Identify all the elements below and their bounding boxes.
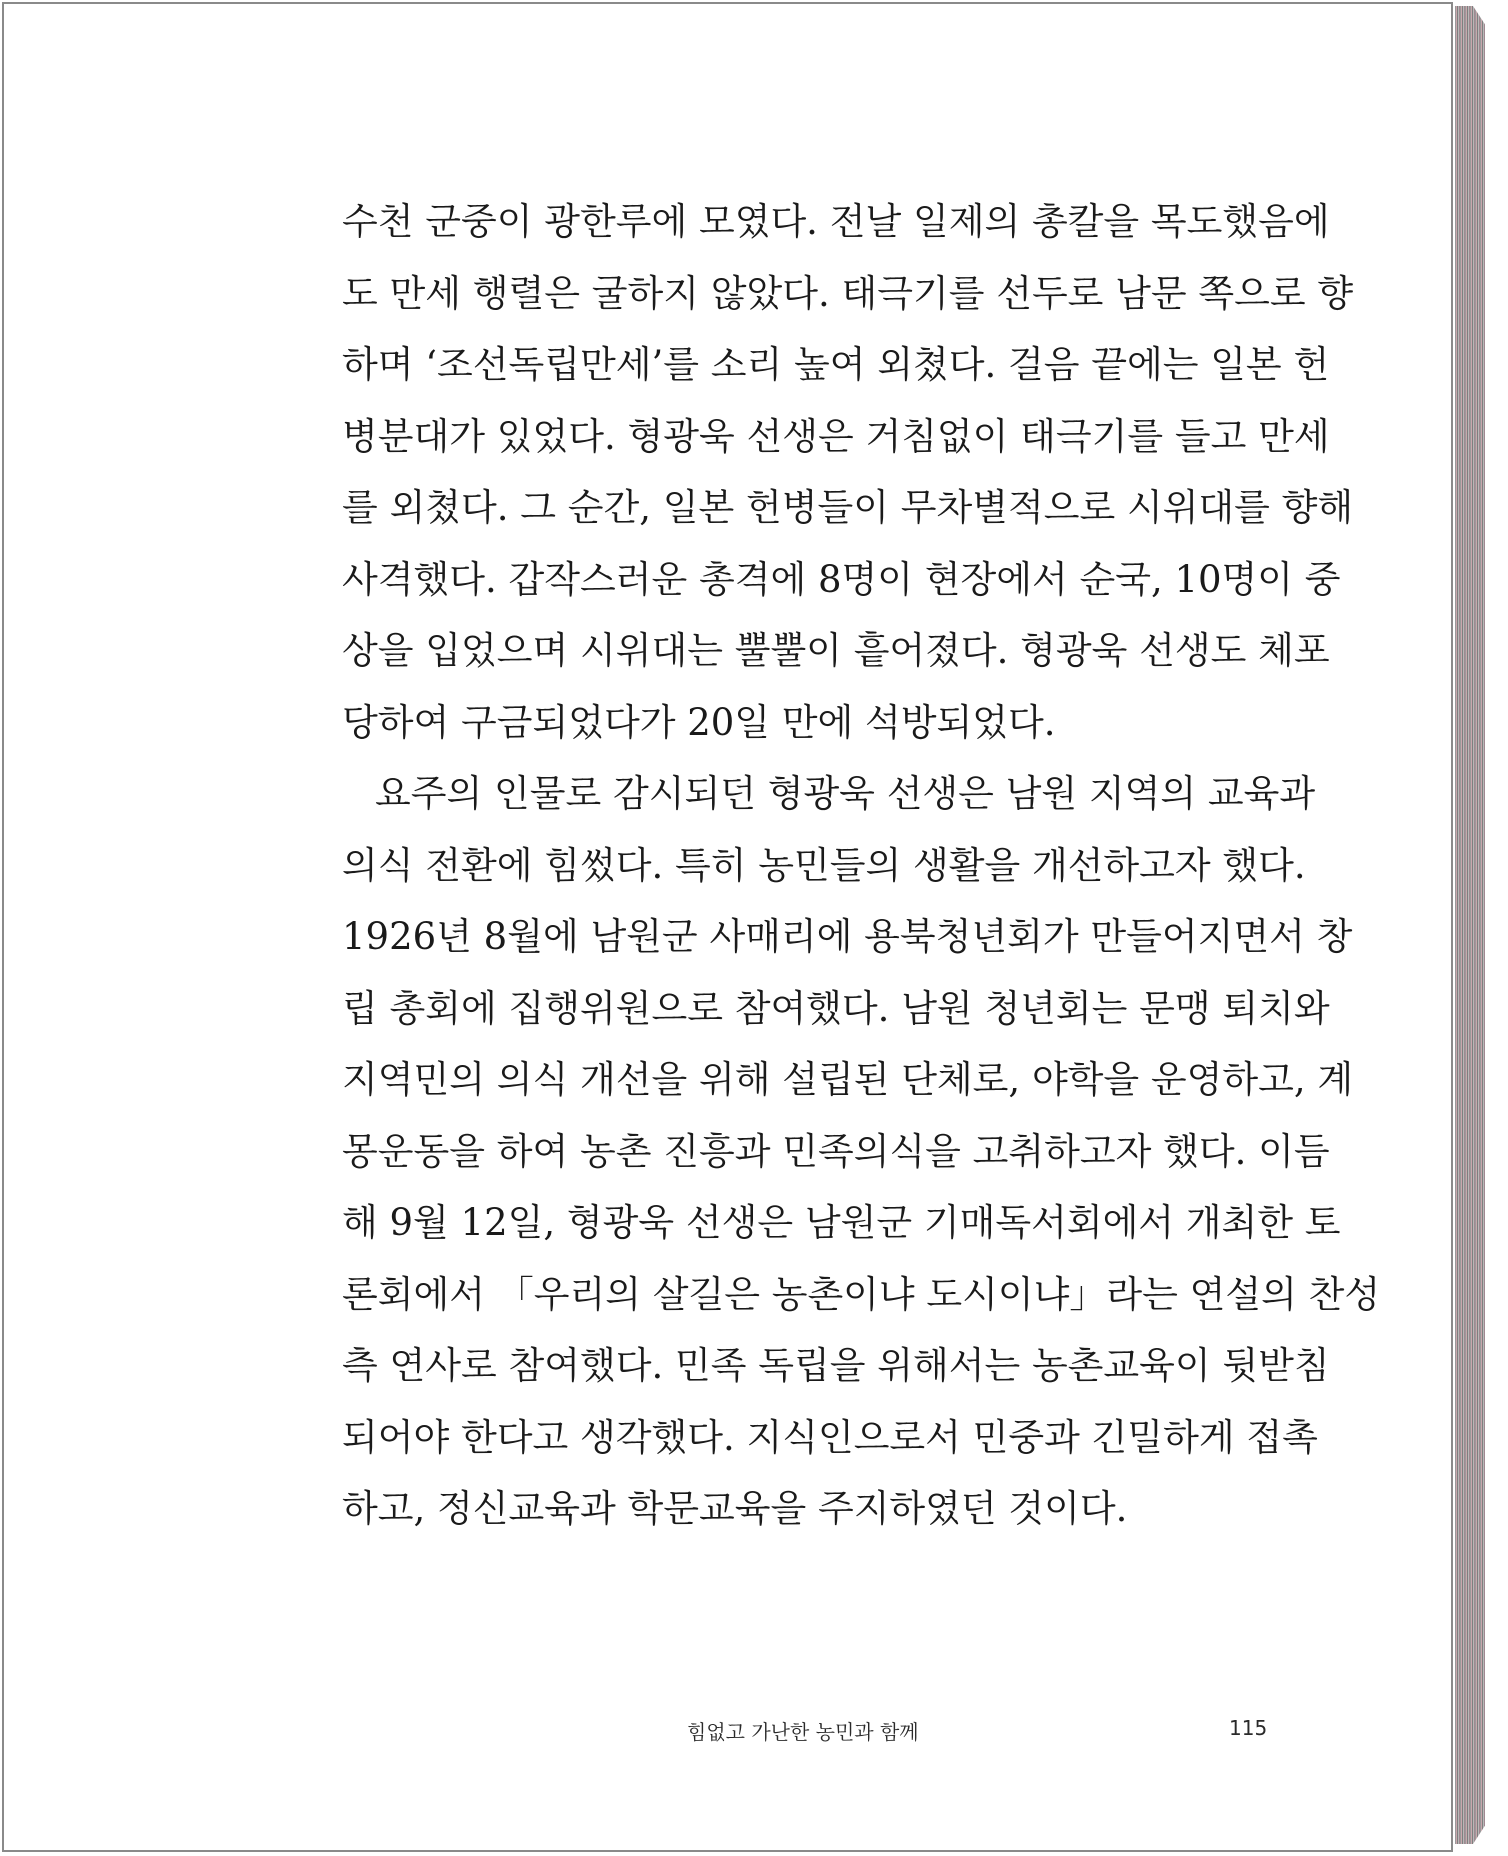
paragraph-2-line-9: 측 연사로 참여했다. 민족 독립을 위해서는 농촌교육이 뒷받침	[342, 1344, 1330, 1387]
paragraph-2-line-7: 해 9월 12일, 형광욱 선생은 남원군 기매독서회에서 개최한 토	[342, 1201, 1341, 1244]
page-footer	[4, 1716, 1455, 1746]
paragraph-2-line-1: 요주의 인물로 감시되던 형광욱 선생은 남원 지역의 교육과	[375, 772, 1316, 815]
book-page	[2, 2, 1453, 1852]
running-head: 힘없고 가난한 농민과 함께	[687, 1720, 919, 1744]
paragraph-1-line-5: 를 외쳤다. 그 순간, 일본 헌병들이 무차별적으로 시위대를 향해	[342, 486, 1354, 529]
paragraph-2-line-5: 지역민의 의식 개선을 위해 설립된 단체로, 야학을 운영하고, 계	[342, 1058, 1354, 1101]
paragraph-1-line-4: 병분대가 있었다. 형광욱 선생은 거침없이 태극기를 들고 만세	[342, 414, 1330, 458]
paragraph-2-line-10: 되어야 한다고 생각했다. 지식인으로서 민중과 긴밀하게 접촉	[342, 1415, 1318, 1459]
page-stack-edge	[1455, 6, 1485, 1844]
paragraph-2-line-6: 몽운동을 하여 농촌 진흥과 민족의식을 고취하고자 했다. 이듬	[342, 1129, 1330, 1173]
paragraph-1-line-7: 상을 입었으며 시위대는 뿔뿔이 흩어졌다. 형광욱 선생도 체포	[342, 629, 1330, 672]
paragraph-2-line-11: 하고, 정신교육과 학문교육을 주지하였던 것이다.	[342, 1487, 1128, 1530]
paragraph-2-line-2: 의식 전환에 힘썼다. 특히 농민들의 생활을 개선하고자 했다.	[342, 843, 1306, 887]
paragraph-1-line-2: 도 만세 행렬은 굴하지 않았다. 태극기를 선두로 남문 쪽으로 향	[342, 271, 1354, 315]
paragraph-1-line-6: 사격했다. 갑작스러운 총격에 8명이 현장에서 순국, 10명이 중	[342, 557, 1341, 601]
paragraph-1-line-8: 당하여 구금되었다가 20일 만에 석방되었다.	[342, 700, 1056, 744]
paragraph-1-line-3: 하며 ‘조선독립만세’를 소리 높여 외쳤다. 걸음 끝에는 일본 헌	[342, 343, 1330, 386]
paragraph-2-line-3: 1926년 8월에 남원군 사매리에 용북청년회가 만들어지면서 창	[342, 915, 1353, 958]
paragraph-1-line-1: 수천 군중이 광한루에 모였다. 전날 일제의 총칼을 목도했음에	[342, 200, 1330, 243]
paragraph-2-line-8: 론회에서 「우리의 살길은 농촌이냐 도시이냐」라는 연설의 찬성	[342, 1272, 1381, 1316]
paragraph-2-line-4: 립 총회에 집행위원으로 참여했다. 남원 청년회는 문맹 퇴치와	[342, 986, 1330, 1030]
body-text	[342, 186, 1381, 1545]
page-number: 115	[1229, 1716, 1268, 1740]
